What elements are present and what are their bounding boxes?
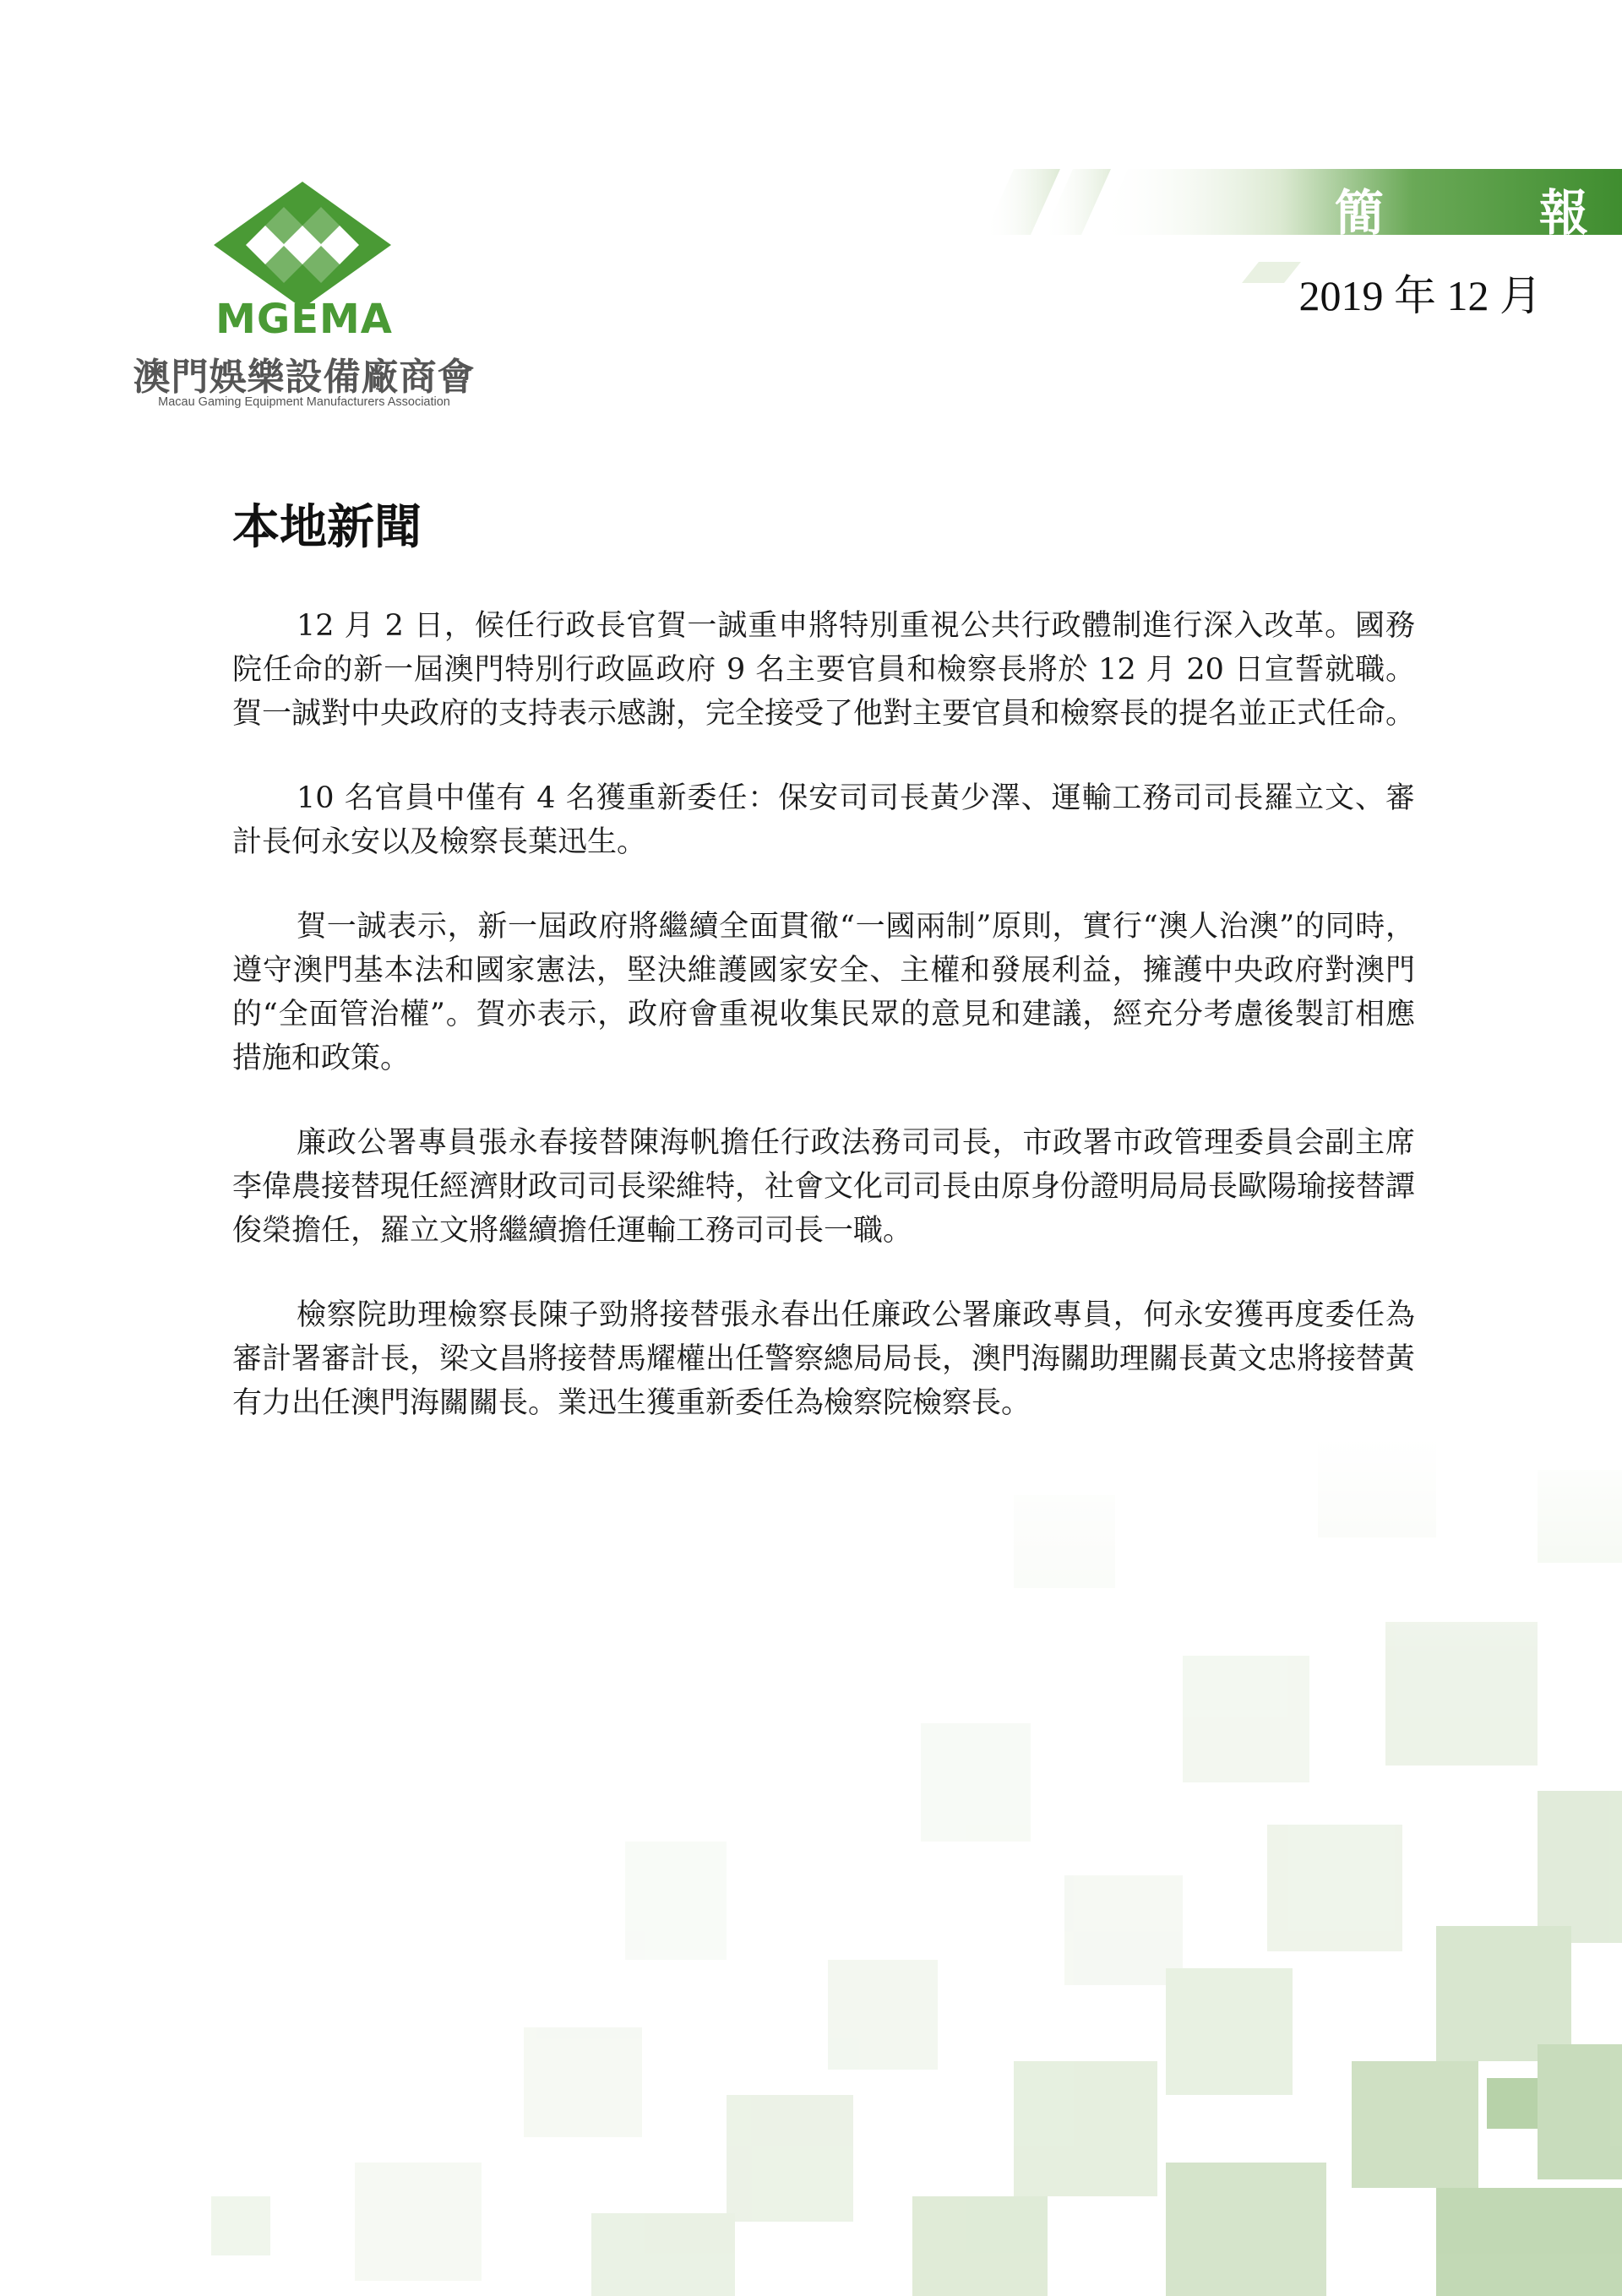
mgema-logo	[118, 182, 490, 418]
article-paragraph: 10 名官員中僅有 4 名獲重新委任：保安司司長黃少澤、運輸工務司司長羅立文、審計長何永安以及檢察長葉迅生。	[232, 781, 1415, 859]
logo-chinese-name: 澳門娛樂設備廠商會	[133, 356, 476, 399]
article-paragraph: 12 月 2 日，候任行政長官賀一誠重申將特別重視公共行政體制進行深入改革。國務院任命的新一屆澳門特別行政區政府 9 名主要官員和檢察長將於 12 月 20 日宣誓就職。賀一誠對中央政府的支持表示感謝，完全接受了他對主要官員和檢察長的提名並正式任命。	[232, 609, 1416, 731]
banner-title	[1335, 173, 1588, 244]
banner-title-char: 簡	[1335, 184, 1385, 242]
banner-title-char: 報	[1538, 184, 1588, 242]
article-paragraph: 賀一誠表示，新一屆政府將繼續全面貫徹“一國兩制”原則，實行“澳人治澳”的同時，遵守澳門基本法和國家憲法，堅決維護國家安全、主權和發展利益，擁護中央政府對澳門的“全面管治權”。賀亦表示，政府會重視收集民眾的意見和建議，經充分考慮後製訂相應措施和政策。	[232, 910, 1415, 1075]
section-heading: 本地新聞	[232, 500, 422, 555]
article	[232, 494, 1415, 1466]
issue-date: 2019 年 12 月	[1298, 272, 1542, 319]
logo-abbreviation: MGEMA	[215, 296, 393, 343]
article-paragraph: 檢察院助理檢察長陳子勁將接替張永春出任廉政公署廉政專員，何永安獲再度委任為審計署審計長，梁文昌將接替馬耀權出任警察總局局長，澳門海關助理關長黃文忠將接替黃有力出任澳門海關關長。業迅生獲重新委任為檢察院檢察長。	[232, 1298, 1416, 1420]
diamond-lattice-logo-icon	[214, 182, 391, 308]
header-banner	[862, 0, 1622, 304]
article-paragraph: 廉政公署專員張永春接替陳海帆擔任行政法務司司長，市政署市政管理委員会副主席李偉農接替現任經濟財政司司長梁維特，社會文化司司長由原身份證明局局長歐陽瑜接替譚俊榮擔任，羅立文將繼續擔任運輸工務司司長一職。	[232, 1126, 1416, 1248]
logo-english-name: Macau Gaming Equipment Manufacturers Association	[158, 395, 450, 409]
